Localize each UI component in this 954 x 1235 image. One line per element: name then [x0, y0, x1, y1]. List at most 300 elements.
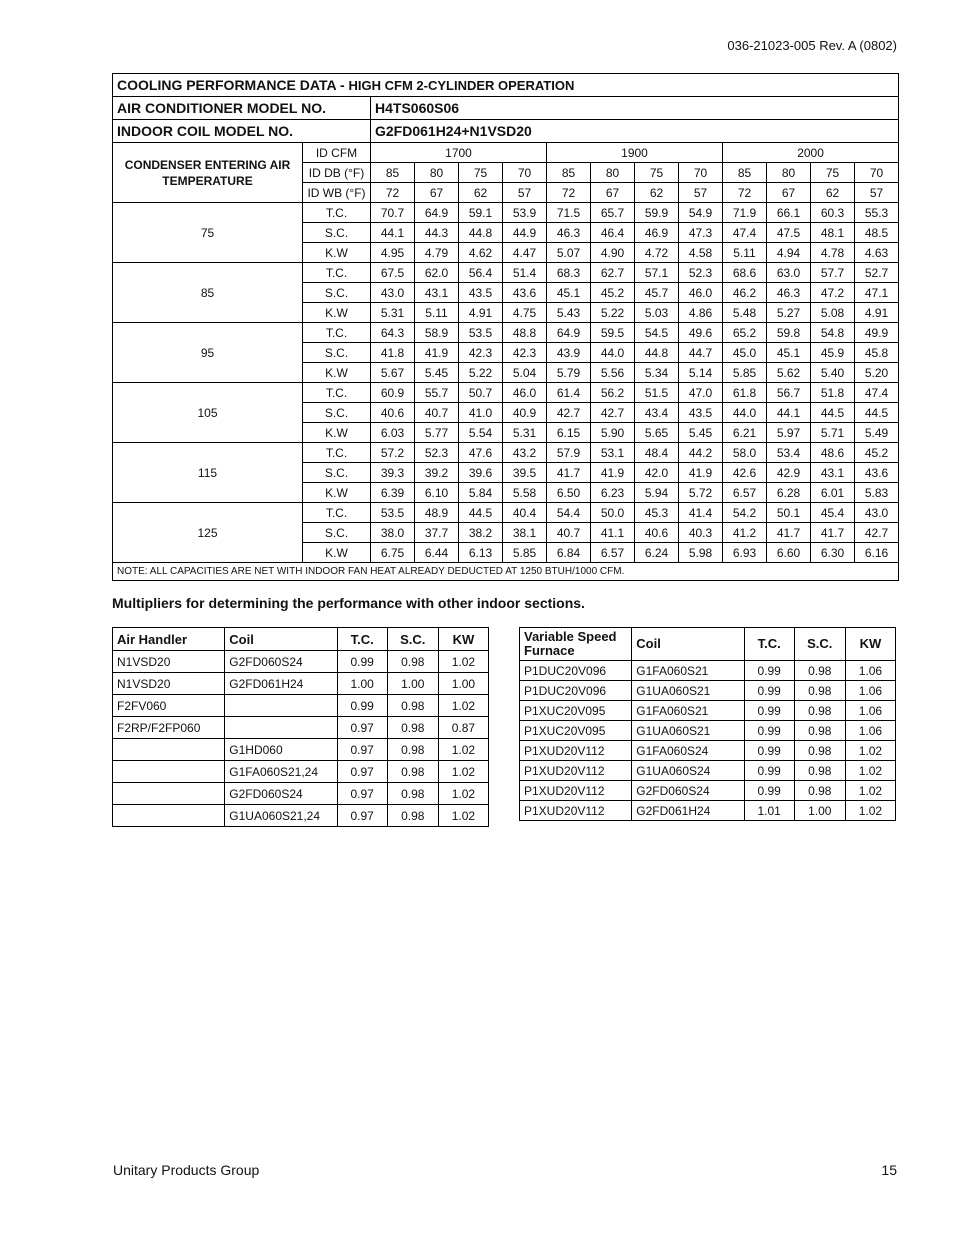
- table-row: [113, 761, 489, 783]
- id-db-value: 70: [679, 163, 723, 183]
- data-cell: 47.4: [855, 383, 899, 403]
- table-cell: 1.02: [438, 651, 488, 673]
- table-cell: 1.02: [438, 695, 488, 717]
- id-wb-label: ID WB (°F): [303, 183, 371, 203]
- data-cell: 58.0: [723, 443, 767, 463]
- data-cell: 5.90: [591, 423, 635, 443]
- condenser-temp: 85: [113, 263, 303, 323]
- metric-label: K.W: [303, 543, 371, 563]
- data-cell: 4.94: [767, 243, 811, 263]
- data-cell: 44.0: [723, 403, 767, 423]
- data-cell: 45.1: [547, 283, 591, 303]
- metric-label: K.W: [303, 243, 371, 263]
- table-cell: P1XUC20V095: [520, 721, 632, 741]
- table-title: [113, 74, 899, 97]
- data-cell: 5.56: [591, 363, 635, 383]
- condenser-temp: 95: [113, 323, 303, 383]
- data-cell: 5.34: [635, 363, 679, 383]
- col-header-sc: S.C.: [794, 628, 845, 661]
- table-cell: 1.02: [438, 805, 488, 827]
- data-cell: 54.8: [811, 323, 855, 343]
- table-cell: [225, 695, 337, 717]
- id-db-value: 85: [547, 163, 591, 183]
- data-cell: 5.31: [371, 303, 415, 323]
- data-cell: 51.8: [811, 383, 855, 403]
- col-header-kw: KW: [438, 628, 488, 651]
- table-cell: 1.02: [845, 781, 895, 801]
- cooling-performance-table: [112, 73, 899, 581]
- data-cell: 5.31: [503, 423, 547, 443]
- data-cell: 68.6: [723, 263, 767, 283]
- data-cell: 43.6: [855, 463, 899, 483]
- table-row: [113, 783, 489, 805]
- id-wb-value: 62: [459, 183, 503, 203]
- data-cell: 4.95: [371, 243, 415, 263]
- table-row: [113, 503, 899, 523]
- data-cell: 52.7: [855, 263, 899, 283]
- data-cell: 6.15: [547, 423, 591, 443]
- table-cell: 0.98: [794, 761, 845, 781]
- data-cell: 44.9: [503, 223, 547, 243]
- data-cell: 46.9: [635, 223, 679, 243]
- data-cell: 41.4: [679, 503, 723, 523]
- table-cell: P1XUD20V112: [520, 761, 632, 781]
- table-row: [113, 805, 489, 827]
- data-cell: 42.6: [723, 463, 767, 483]
- metric-label: T.C.: [303, 443, 371, 463]
- data-cell: 58.9: [415, 323, 459, 343]
- data-cell: 4.58: [679, 243, 723, 263]
- data-cell: 43.1: [415, 283, 459, 303]
- data-cell: 6.10: [415, 483, 459, 503]
- data-cell: 39.6: [459, 463, 503, 483]
- table-row: [113, 323, 899, 343]
- table-cell: 0.97: [337, 717, 387, 739]
- data-cell: 45.4: [811, 503, 855, 523]
- data-cell: 48.9: [415, 503, 459, 523]
- data-cell: 70.7: [371, 203, 415, 223]
- table-cell: P1DUC20V096: [520, 681, 632, 701]
- table-title-sub: HIGH CFM 2-CYLINDER OPERATION: [348, 78, 575, 93]
- data-cell: 46.4: [591, 223, 635, 243]
- table-cell: 0.97: [337, 783, 387, 805]
- data-cell: 45.3: [635, 503, 679, 523]
- table-cell: 1.00: [794, 801, 845, 821]
- data-cell: 4.91: [855, 303, 899, 323]
- data-cell: 5.48: [723, 303, 767, 323]
- data-cell: 6.84: [547, 543, 591, 563]
- metric-label: S.C.: [303, 523, 371, 543]
- table-cell: G2FD060S24: [225, 783, 337, 805]
- ac-model-label: AIR CONDITIONER MODEL NO.: [113, 97, 371, 120]
- table-cell: G2FD061H24: [632, 801, 744, 821]
- data-cell: 65.2: [723, 323, 767, 343]
- id-cfm-label: ID CFM: [303, 143, 371, 163]
- data-cell: 41.7: [547, 463, 591, 483]
- data-cell: 59.1: [459, 203, 503, 223]
- table-cell: [225, 717, 337, 739]
- table-cell: 0.98: [794, 721, 845, 741]
- data-cell: 62.7: [591, 263, 635, 283]
- table-cell: 1.06: [845, 701, 895, 721]
- data-cell: 45.9: [811, 343, 855, 363]
- data-cell: 53.5: [371, 503, 415, 523]
- footer-company: Unitary Products Group: [113, 1162, 260, 1178]
- table-cell: 0.98: [794, 661, 845, 681]
- data-cell: 5.98: [679, 543, 723, 563]
- data-cell: 50.7: [459, 383, 503, 403]
- table-row: [113, 695, 489, 717]
- data-cell: 5.84: [459, 483, 503, 503]
- table-cell: 0.98: [387, 783, 438, 805]
- data-cell: 57.9: [547, 443, 591, 463]
- data-cell: 6.24: [635, 543, 679, 563]
- data-cell: 5.04: [503, 363, 547, 383]
- metric-label: S.C.: [303, 343, 371, 363]
- data-cell: 44.5: [459, 503, 503, 523]
- table-cell: [113, 761, 225, 783]
- data-cell: 65.7: [591, 203, 635, 223]
- data-cell: 6.60: [767, 543, 811, 563]
- data-cell: 47.3: [679, 223, 723, 243]
- id-wb-value: 67: [415, 183, 459, 203]
- id-wb-value: 62: [635, 183, 679, 203]
- data-cell: 48.5: [855, 223, 899, 243]
- data-cell: 5.71: [811, 423, 855, 443]
- condenser-label: CONDENSER ENTERING AIR TEMPERATURE: [113, 143, 303, 203]
- data-cell: 59.9: [635, 203, 679, 223]
- data-cell: 42.3: [459, 343, 503, 363]
- table-cell: G2FD060S24: [225, 651, 337, 673]
- data-cell: 40.9: [503, 403, 547, 423]
- table-cell: 0.99: [337, 695, 387, 717]
- data-cell: 6.16: [855, 543, 899, 563]
- data-cell: 47.6: [459, 443, 503, 463]
- table-row: [520, 781, 896, 801]
- data-cell: 47.1: [855, 283, 899, 303]
- data-cell: 5.43: [547, 303, 591, 323]
- data-cell: 43.5: [679, 403, 723, 423]
- col-header-tc: T.C.: [337, 628, 387, 651]
- table-row: [113, 203, 899, 223]
- id-db-value: 85: [371, 163, 415, 183]
- data-cell: 5.40: [811, 363, 855, 383]
- data-cell: 5.49: [855, 423, 899, 443]
- table-row: [520, 761, 896, 781]
- col-header-coil: Coil: [632, 628, 744, 661]
- data-cell: 6.03: [371, 423, 415, 443]
- data-cell: 6.93: [723, 543, 767, 563]
- metric-label: S.C.: [303, 463, 371, 483]
- data-cell: 71.9: [723, 203, 767, 223]
- capacity-note: NOTE: ALL CAPACITIES ARE NET WITH INDOOR FAN HEAT ALREADY DEDUCTED AT 1250 BTUH/1000 CFM.: [113, 563, 899, 581]
- table-cell: 0.98: [794, 701, 845, 721]
- table-row: [113, 673, 489, 695]
- page-number: 15: [881, 1162, 897, 1178]
- data-cell: 6.57: [591, 543, 635, 563]
- ac-model-value: H4TS060S06: [371, 97, 899, 120]
- table-cell: [113, 783, 225, 805]
- data-cell: 38.1: [503, 523, 547, 543]
- col-header-sc: S.C.: [387, 628, 438, 651]
- data-cell: 5.72: [679, 483, 723, 503]
- data-cell: 5.27: [767, 303, 811, 323]
- furnace-multiplier-table: [519, 627, 896, 821]
- metric-label: T.C.: [303, 383, 371, 403]
- data-cell: 6.50: [547, 483, 591, 503]
- data-cell: 57.7: [811, 263, 855, 283]
- data-cell: 52.3: [415, 443, 459, 463]
- table-cell: [113, 805, 225, 827]
- table-cell: G1UA060S24: [632, 761, 744, 781]
- data-cell: 60.3: [811, 203, 855, 223]
- data-cell: 38.0: [371, 523, 415, 543]
- table-cell: 0.99: [744, 681, 794, 701]
- data-cell: 5.45: [415, 363, 459, 383]
- data-cell: 45.8: [855, 343, 899, 363]
- id-db-value: 70: [503, 163, 547, 183]
- table-cell: 0.98: [794, 741, 845, 761]
- data-cell: 5.58: [503, 483, 547, 503]
- table-cell: 0.99: [744, 741, 794, 761]
- data-cell: 44.0: [591, 343, 635, 363]
- col-header-kw: KW: [845, 628, 895, 661]
- data-cell: 4.86: [679, 303, 723, 323]
- data-cell: 5.62: [767, 363, 811, 383]
- data-cell: 41.9: [415, 343, 459, 363]
- data-cell: 41.7: [811, 523, 855, 543]
- data-cell: 39.3: [371, 463, 415, 483]
- data-cell: 45.2: [591, 283, 635, 303]
- data-cell: 53.9: [503, 203, 547, 223]
- table-cell: 1.01: [744, 801, 794, 821]
- id-db-value: 75: [811, 163, 855, 183]
- id-wb-value: 57: [855, 183, 899, 203]
- data-cell: 51.4: [503, 263, 547, 283]
- table-cell: 1.02: [845, 741, 895, 761]
- table-cell: F2RP/F2FP060: [113, 717, 225, 739]
- data-cell: 54.5: [635, 323, 679, 343]
- table-cell: P1XUD20V112: [520, 801, 632, 821]
- data-cell: 42.7: [591, 403, 635, 423]
- table-cell: P1DUC20V096: [520, 661, 632, 681]
- data-cell: 64.9: [547, 323, 591, 343]
- table-row: [113, 443, 899, 463]
- data-cell: 44.5: [855, 403, 899, 423]
- data-cell: 5.94: [635, 483, 679, 503]
- id-db-value: 75: [635, 163, 679, 183]
- data-cell: 6.30: [811, 543, 855, 563]
- table-row: [520, 741, 896, 761]
- table-row: [113, 263, 899, 283]
- data-cell: 5.85: [723, 363, 767, 383]
- cfm-header: 2000: [723, 143, 899, 163]
- metric-label: S.C.: [303, 403, 371, 423]
- data-cell: 66.1: [767, 203, 811, 223]
- table-cell: G1HD060: [225, 739, 337, 761]
- data-cell: 5.54: [459, 423, 503, 443]
- data-cell: 40.4: [503, 503, 547, 523]
- id-db-label: ID DB (°F): [303, 163, 371, 183]
- table-cell: [113, 739, 225, 761]
- table-cell: 0.99: [744, 661, 794, 681]
- data-cell: 46.0: [503, 383, 547, 403]
- table-row: [520, 701, 896, 721]
- data-cell: 64.9: [415, 203, 459, 223]
- data-cell: 48.8: [503, 323, 547, 343]
- data-cell: 40.6: [635, 523, 679, 543]
- metric-label: T.C.: [303, 263, 371, 283]
- data-cell: 53.1: [591, 443, 635, 463]
- data-cell: 6.21: [723, 423, 767, 443]
- data-cell: 46.2: [723, 283, 767, 303]
- cfm-header: 1900: [547, 143, 723, 163]
- data-cell: 43.0: [855, 503, 899, 523]
- data-cell: 6.28: [767, 483, 811, 503]
- table-cell: 0.98: [387, 805, 438, 827]
- data-cell: 40.7: [547, 523, 591, 543]
- table-cell: 1.00: [387, 673, 438, 695]
- table-row: [113, 739, 489, 761]
- data-cell: 5.85: [503, 543, 547, 563]
- data-cell: 4.47: [503, 243, 547, 263]
- data-cell: 4.72: [635, 243, 679, 263]
- metric-label: S.C.: [303, 283, 371, 303]
- data-cell: 53.5: [459, 323, 503, 343]
- table-cell: 1.06: [845, 721, 895, 741]
- table-cell: 0.99: [337, 651, 387, 673]
- table-row: [520, 801, 896, 821]
- data-cell: 41.8: [371, 343, 415, 363]
- data-cell: 47.0: [679, 383, 723, 403]
- data-cell: 49.6: [679, 323, 723, 343]
- data-cell: 45.7: [635, 283, 679, 303]
- condenser-temp: 125: [113, 503, 303, 563]
- cfm-header: 1700: [371, 143, 547, 163]
- table-cell: 1.02: [845, 761, 895, 781]
- data-cell: 50.1: [767, 503, 811, 523]
- condenser-temp: 75: [113, 203, 303, 263]
- data-cell: 56.7: [767, 383, 811, 403]
- data-cell: 4.75: [503, 303, 547, 323]
- data-cell: 47.5: [767, 223, 811, 243]
- data-cell: 6.39: [371, 483, 415, 503]
- data-cell: 41.9: [679, 463, 723, 483]
- multipliers-title: Multipliers for determining the performance with other indoor sections.: [112, 595, 585, 611]
- table-row: [113, 717, 489, 739]
- data-cell: 42.9: [767, 463, 811, 483]
- col-header-air-handler: Air Handler: [113, 628, 225, 651]
- data-cell: 64.3: [371, 323, 415, 343]
- data-cell: 42.7: [855, 523, 899, 543]
- data-cell: 43.5: [459, 283, 503, 303]
- id-wb-value: 67: [767, 183, 811, 203]
- id-db-value: 85: [723, 163, 767, 183]
- table-cell: 0.98: [387, 761, 438, 783]
- data-cell: 4.91: [459, 303, 503, 323]
- data-cell: 47.2: [811, 283, 855, 303]
- data-cell: 44.1: [371, 223, 415, 243]
- data-cell: 71.5: [547, 203, 591, 223]
- data-cell: 43.0: [371, 283, 415, 303]
- table-cell: G1FA060S21: [632, 661, 744, 681]
- data-cell: 41.9: [591, 463, 635, 483]
- metric-label: K.W: [303, 363, 371, 383]
- col-header-coil: Coil: [225, 628, 337, 651]
- table-cell: 0.97: [337, 761, 387, 783]
- data-cell: 43.9: [547, 343, 591, 363]
- data-cell: 4.90: [591, 243, 635, 263]
- id-wb-value: 72: [547, 183, 591, 203]
- table-cell: N1VSD20: [113, 673, 225, 695]
- data-cell: 44.7: [679, 343, 723, 363]
- id-db-value: 80: [767, 163, 811, 183]
- data-cell: 6.23: [591, 483, 635, 503]
- table-row: [113, 651, 489, 673]
- data-cell: 42.3: [503, 343, 547, 363]
- air-handler-multiplier-table: [112, 627, 489, 827]
- data-cell: 57.2: [371, 443, 415, 463]
- metric-label: K.W: [303, 303, 371, 323]
- condenser-temp: 115: [113, 443, 303, 503]
- data-cell: 45.1: [767, 343, 811, 363]
- table-cell: G1UA060S21: [632, 721, 744, 741]
- metric-label: T.C.: [303, 203, 371, 223]
- table-cell: 0.98: [794, 781, 845, 801]
- metric-label: S.C.: [303, 223, 371, 243]
- data-cell: 44.1: [767, 403, 811, 423]
- data-cell: 41.2: [723, 523, 767, 543]
- table-cell: 1.06: [845, 661, 895, 681]
- data-cell: 54.2: [723, 503, 767, 523]
- data-cell: 53.4: [767, 443, 811, 463]
- table-cell: F2FV060: [113, 695, 225, 717]
- table-cell: G1UA060S21,24: [225, 805, 337, 827]
- data-cell: 46.0: [679, 283, 723, 303]
- data-cell: 57.1: [635, 263, 679, 283]
- data-cell: 6.75: [371, 543, 415, 563]
- table-cell: 0.99: [744, 721, 794, 741]
- table-row: [520, 721, 896, 741]
- coil-model-label: INDOOR COIL MODEL NO.: [113, 120, 371, 143]
- data-cell: 5.22: [591, 303, 635, 323]
- table-cell: 0.99: [744, 701, 794, 721]
- data-cell: 5.22: [459, 363, 503, 383]
- data-cell: 43.4: [635, 403, 679, 423]
- table-cell: G1UA060S21: [632, 681, 744, 701]
- data-cell: 6.13: [459, 543, 503, 563]
- data-cell: 4.62: [459, 243, 503, 263]
- data-cell: 44.8: [635, 343, 679, 363]
- table-cell: 0.99: [744, 761, 794, 781]
- data-cell: 54.4: [547, 503, 591, 523]
- data-cell: 47.4: [723, 223, 767, 243]
- data-cell: 62.0: [415, 263, 459, 283]
- table-row: [113, 383, 899, 403]
- metric-label: T.C.: [303, 323, 371, 343]
- id-db-value: 75: [459, 163, 503, 183]
- data-cell: 68.3: [547, 263, 591, 283]
- coil-model-value: G2FD061H24+N1VSD20: [371, 120, 899, 143]
- table-cell: G1FA060S21,24: [225, 761, 337, 783]
- data-cell: 4.79: [415, 243, 459, 263]
- data-cell: 44.3: [415, 223, 459, 243]
- metric-label: K.W: [303, 483, 371, 503]
- table-cell: 0.98: [387, 739, 438, 761]
- table-cell: 0.99: [744, 781, 794, 801]
- data-cell: 52.3: [679, 263, 723, 283]
- table-cell: 0.98: [387, 651, 438, 673]
